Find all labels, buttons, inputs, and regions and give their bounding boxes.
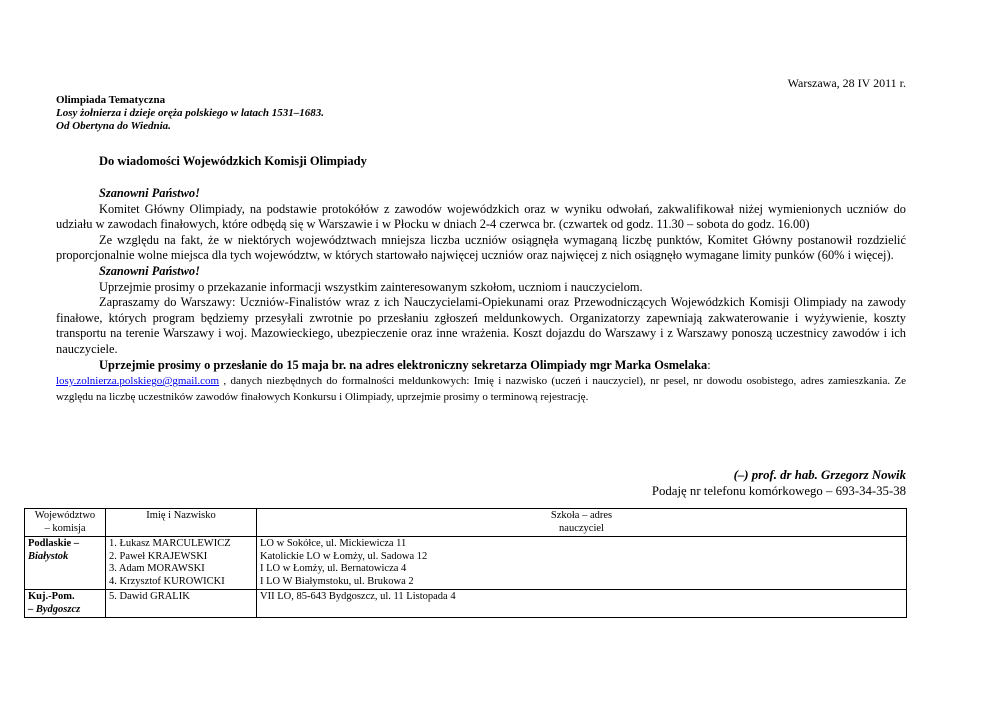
finalists-table (24, 508, 907, 618)
salutation-1: Szanowni Państwo! (99, 186, 200, 200)
olympiad-header (56, 94, 324, 133)
paragraph-qualification: Komitet Główny Olimpiady, na podstawie protokółów z zawodów wojewódzkich oraz w wyniku odwołań, zakwalifikował niżej wymienionych uczniów do udziału w zawodach finałowych, które odbędą się w Warszawie i w Płocku w dniach 2-4 czerwca br. (czwartek od godz. 11.30 – sobota do godz. 16.00) (56, 201, 906, 232)
olympiad-subtitle-2: Od Obertyna do Wiednia. (56, 120, 171, 132)
region-cell: Kuj.-Pom. – Bydgoszcz (25, 590, 106, 618)
paragraph-registration (56, 358, 906, 406)
school-address: I LO W Białymstoku, ul. Brukowa 2 (260, 575, 414, 587)
header-region: Województwo – komisja (25, 509, 106, 537)
student-name: 2. Paweł KRAJEWSKI (109, 550, 208, 562)
schools-cell (257, 590, 907, 618)
names-cell (106, 590, 257, 618)
region-cell: Podlaskie – Białystok (25, 537, 106, 590)
registration-request-bold: Uprzejmie prosimy o przesłanie do 15 maja br. na adres elektroniczny sekretarza Olimpiady mgr Marka Osmelaka (99, 357, 708, 372)
letter-body (56, 186, 906, 405)
paragraph-invitation: Zapraszamy do Warszawy: Uczniów-Finalistów wraz z ich Nauczycielami-Opiekunami oraz Przewodniczących Wojewódzkich Komisji Olimpiady na zawody finałowe, których program będziemy przesyłali zwrotnie po przesłaniu zgłoszeń meldunkowych. Organizatorzy zapewniają zakwaterowanie i wyżywienie, koszty transportu na terenie Warszawy i woj. Mazowieckiego, ubezpieczenie oraz inne wrażenia. Koszt dojazdu do Warszawy i z Warszawy ponoszą uczestnicy zawodów i ich nauczyciele. (56, 295, 906, 356)
paragraph-allocation: Ze względu na fakt, że w niektórych województwach mniejsza liczba uczniów osiągnęła wymaganą liczbę punktów, Komitet Główny postanowił rozdzielić proporcjonalnie wolne miejsca dla tych województw, w których startowało najwięcej uczniów oraz najwięcej z nich osiągnęło wymagane limity punków (60% i więcej). (56, 232, 906, 263)
paragraph-request: Uprzejmie prosimy o przekazanie informacji wszystkim zainteresowanym szkołom, uczniom i nauczycielom. (99, 279, 643, 294)
header-school: Szkoła – adres nauczyciel (257, 509, 907, 537)
school-address: I LO w Łomży, ul. Bernatowicza 4 (260, 563, 407, 574)
names-cell (106, 537, 257, 590)
signature-block (500, 467, 906, 499)
table-row (25, 537, 907, 590)
registration-details: , danych niezbędnych do formalności meldunkowych: Imię i nazwisko (uczeń i nauczyciel), nr pesel, nr dowodu osobistego, adres zamieszkania. Ze względu na liczbę uczestników zawodów finałowych Konkursu i Olimpiady, uprzejmie prosimy o terminową rejestrację. (56, 375, 906, 404)
olympiad-title: Olimpiada Tematyczna (56, 94, 166, 106)
student-name: 4. Krzysztof KUROWICKI (109, 575, 225, 587)
email-link[interactable]: losy.zolnierza.polskiego@gmail.com (56, 375, 220, 388)
salutation-2: Szanowni Państwo! (99, 263, 200, 278)
table-row (25, 590, 907, 618)
student-name: 1. Łukasz MARCULEWICZ (109, 538, 231, 549)
school-address: VII LO, 85-643 Bydgoszcz, ul. 11 Listopada 4 (260, 591, 456, 602)
letter-heading: Do wiadomości Wojewódzkich Komisji Olimpiady (99, 154, 367, 168)
phone-number: Podaję nr telefonu komórkowego – 693-34-35-38 (651, 484, 906, 498)
school-address: LO w Sokółce, ul. Mickiewicza 11 (260, 538, 407, 549)
olympiad-subtitle-1: Losy żołnierza i dzieje oręża polskiego w latach 1531–1683. (56, 107, 324, 119)
letter-date: Warszawa, 28 IV 2011 r. (787, 76, 906, 90)
schools-cell (257, 537, 907, 590)
student-name: 5. Dawid GRALIK (109, 591, 190, 602)
header-name: Imię i Nazwisko (106, 509, 257, 537)
student-name: 3. Adam MORAWSKI (109, 563, 205, 574)
school-address: Katolickie LO w Łomży, ul. Sadowa 12 (260, 550, 428, 562)
registration-colon: : (707, 357, 711, 372)
signatory-name: (–) prof. dr hab. Grzegorz Nowik (733, 468, 906, 482)
table-header-row (25, 509, 907, 537)
